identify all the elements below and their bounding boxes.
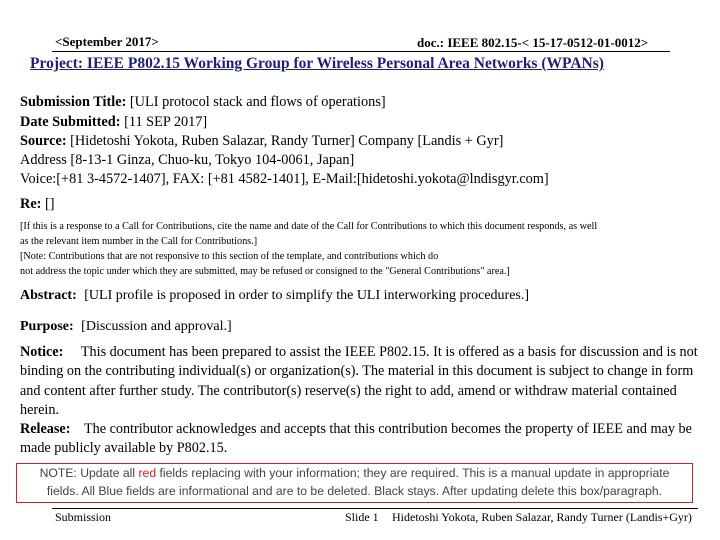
purpose-line bbox=[20, 319, 232, 335]
contact-line: Voice:[+81 3-4572-1407], FAX: [+81 4582-1401], E-Mail:[hidetoshi.yokota@lndisgyr.com] bbox=[20, 171, 549, 187]
notice-release-block bbox=[20, 343, 715, 459]
source-label: Source: bbox=[20, 133, 67, 149]
header-date: <September 2017> bbox=[55, 34, 159, 49]
instruction-line: as the relevant item number in the Call for Contributions.] bbox=[20, 236, 258, 247]
abstract-line bbox=[20, 288, 529, 304]
purpose-value: [Discussion and approval.] bbox=[81, 319, 232, 334]
purpose-label: Purpose: bbox=[20, 319, 74, 334]
footer-slide-number: Slide 1 bbox=[345, 510, 379, 524]
address-line: Address [8-13-1 Ginza, Chuo-ku, Tokyo 104-0061, Japan] bbox=[20, 152, 355, 168]
submission-title-line bbox=[20, 94, 386, 111]
release-text: The contributor acknowledges and accepts that this contribution becomes the property of IEEE and may be made publicly available by P802.15. bbox=[20, 421, 692, 457]
abstract-label: Abstract: bbox=[20, 288, 77, 303]
release-label: Release: bbox=[20, 421, 71, 438]
instruction-line: [Note: Contributions that are not responsive to this section of the template, and contributions which do bbox=[20, 251, 439, 262]
note-red-word: red bbox=[138, 466, 157, 480]
release-paragraph bbox=[20, 420, 715, 459]
header-doc-id: doc.: IEEE 802.15-< 15-17-0512-01-0012> bbox=[417, 35, 649, 50]
date-submitted-label: Date Submitted: bbox=[20, 114, 121, 130]
note-text: fields replacing with your information; they are required. This is a manual update in appropriate bbox=[156, 466, 670, 480]
notice-paragraph bbox=[20, 343, 715, 420]
note-text: NOTE: Update all bbox=[39, 466, 139, 480]
footer-divider bbox=[52, 508, 698, 509]
notice-label: Notice: bbox=[20, 344, 64, 360]
instruction-line: [If this is a response to a Call for Contributions, cite the name and date of the Call for Contributions to which this document responds, as well bbox=[20, 221, 598, 232]
re-line bbox=[20, 196, 55, 213]
note-line-1 bbox=[17, 464, 692, 482]
date-submitted-line bbox=[20, 114, 207, 131]
re-value: [] bbox=[45, 196, 55, 212]
instruction-line: not address the topic under which they are submitted, may be refused or consigned to the "General Contributions" area.] bbox=[20, 266, 510, 277]
footer-authors: Hidetoshi Yokota, Ruben Salazar, Randy Turner (Landis+Gyr) bbox=[392, 510, 692, 524]
source-value: [Hidetoshi Yokota, Ruben Salazar, Randy Turner] Company [Landis + Gyr] bbox=[70, 133, 504, 149]
notice-text: This document has been prepared to assist the IEEE P802.15. It is offered as a basis for discussion and is not binding on the contributing individual(s) or organization(s). The material in this document is subject to change in form and content after further study. The contributor(s) reserve(s) the right to add, amend or withdraw material contained herein. bbox=[20, 344, 698, 418]
note-line-2: fields. All Blue fields are informational and are to be deleted. Black stays. After updating delete this box/paragraph. bbox=[46, 484, 663, 498]
footer-submission: Submission bbox=[55, 510, 112, 524]
update-note-box bbox=[16, 463, 693, 503]
project-title: Project: IEEE P802.15 Working Group for Wireless Personal Area Networks (WPANs) bbox=[30, 55, 604, 72]
date-submitted-value: [11 SEP 2017] bbox=[124, 114, 208, 130]
submission-title-value: [ULI protocol stack and flows of operations] bbox=[129, 94, 386, 110]
re-label: Re: bbox=[20, 196, 42, 212]
abstract-value: [ULI profile is proposed in order to simplify the ULI interworking procedures.] bbox=[84, 288, 530, 303]
header-divider bbox=[52, 51, 670, 52]
source-line bbox=[20, 133, 503, 150]
submission-title-label: Submission Title: bbox=[20, 94, 127, 110]
